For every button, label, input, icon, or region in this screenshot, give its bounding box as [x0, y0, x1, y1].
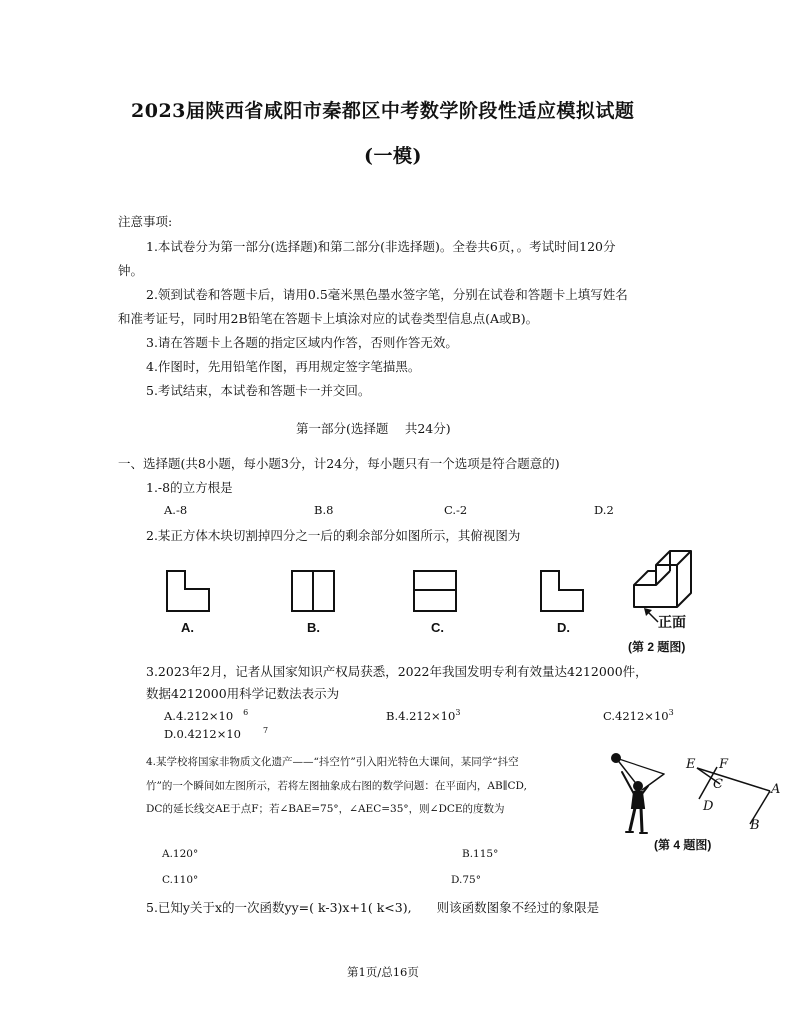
q4-option-a: A.120°: [162, 848, 199, 860]
notice-item-4: 4.作图时，先用铅笔作图，再用规定签字笔描黑。: [146, 359, 421, 374]
point-label-b: B: [750, 818, 760, 833]
q2-option-d-figure: [540, 570, 584, 612]
q2-option-a-figure: [166, 570, 210, 612]
q2-stem: 2.某正方体木块切割掉四分之一后的剩余部分如图所示，其俯视图为: [146, 528, 521, 543]
point-label-c: C: [713, 777, 723, 792]
q5-stem: 5.已知y关于x的一次函数yy=( k-3)x+1( k<3), 则该函数图象不经过的象限是: [146, 900, 600, 915]
q3-option-c-base: C.4212×10: [603, 709, 669, 723]
point-label-f: F: [719, 757, 729, 772]
q1-stem: 1.-8的立方根是: [146, 480, 233, 495]
notice-item-2b: 和准考证号，同时用2B铅笔在答题卡上填涂对应的试卷类型信息点(A或B)。: [118, 311, 539, 326]
q4-stem-line2: 竹”的一个瞬间如左图所示，若将左图抽象成右图的数学问题：在平面内，AB∥CD,: [146, 780, 527, 792]
q1-option-a: A.-8: [164, 503, 188, 517]
q3-option-a: [164, 708, 248, 723]
notice-item-3: 3.请在答题卡上各题的指定区域内作答，否则作答无效。: [146, 335, 458, 350]
point-label-d: D: [703, 799, 714, 814]
q4-stem-line3: DC的延长线交AE于点F；若∠BAE=75°，∠AEC=35°，则∠DCE的度数为: [146, 803, 505, 815]
q3-option-d-base: D.0.4212×10: [164, 727, 241, 741]
exam-title: 2023届陕西省咸阳市秦都区中考数学阶段性适应模拟试题: [131, 100, 635, 122]
q4-figure-caption: (第 4 题图): [654, 838, 712, 852]
q2-option-b-figure: [291, 570, 335, 612]
q3-option-a-exp: 6: [243, 708, 249, 717]
part1-heading: 第一部分(选择题 共24分): [296, 421, 451, 436]
q3-option-b: [386, 708, 460, 723]
diabolo-player-figure: [608, 752, 672, 838]
q3-option-c: [603, 708, 674, 723]
notice-item-2a: 2.领到试卷和答题卡后，请用0.5毫米黑色墨水签字笔，分别在试卷和答题卡上填写姓名: [146, 287, 628, 302]
q3-option-d-exp: 7: [262, 726, 269, 735]
q2-solid-figure: [630, 545, 700, 615]
q3-option-b-exp: 3: [455, 708, 461, 717]
notice-item-1a: 1.本试卷分为第一部分(选择题)和第二部分(非选择题)。全卷共6页，。考试时间120分: [146, 239, 616, 254]
q2-option-d-label: D.: [557, 620, 570, 635]
section1-heading: 一、选择题(共8小题，每小题3分，计24分，每小题只有一个选项是符合题意的): [118, 456, 560, 471]
q3-option-a-base: A.4.212×10: [164, 709, 234, 723]
exam-subtitle: (一模): [364, 145, 422, 167]
q2-option-c-figure: [413, 570, 457, 612]
q4-stem-line1: 4.某学校将国家非物质文化遗产——“抖空竹”引入阳光特色大课间，某同学“抖空: [146, 756, 519, 768]
q1-option-b: B.8: [314, 503, 334, 517]
q2-front-label: 正面: [658, 615, 686, 631]
q3-stem-line2: 数据4212000用科学记数法表示为: [146, 686, 340, 701]
point-label-a: A: [771, 782, 781, 797]
notice-heading: 注意事项:: [118, 214, 173, 229]
q1-option-c: C.-2: [444, 503, 468, 517]
notice-item-5: 5.考试结束，本试卷和答题卡一并交回。: [146, 383, 371, 398]
q4-option-c: C.110°: [162, 874, 199, 886]
q2-option-a-label: A.: [181, 620, 194, 635]
point-label-e: E: [686, 757, 696, 772]
q2-option-b-label: B.: [307, 620, 320, 635]
page-footer: 第1页/总16页: [347, 965, 419, 979]
q3-option-c-exp: 3: [668, 708, 674, 717]
q4-option-b: B.115°: [462, 848, 499, 860]
q3-option-d: [164, 726, 268, 741]
notice-item-1b: 钟。: [118, 263, 144, 278]
q3-option-b-base: B.4.212×10: [386, 709, 456, 723]
q3-stem-line1: 3.2023年2月，记者从国家知识产权局获悉，2022年我国发明专利有效量达4212000件，: [146, 664, 648, 679]
q4-option-d: D.75°: [451, 874, 481, 886]
q1-option-d: D.2: [594, 503, 614, 517]
q2-option-c-label: C.: [431, 620, 444, 635]
q2-figure-caption: (第 2 题图): [628, 640, 686, 654]
